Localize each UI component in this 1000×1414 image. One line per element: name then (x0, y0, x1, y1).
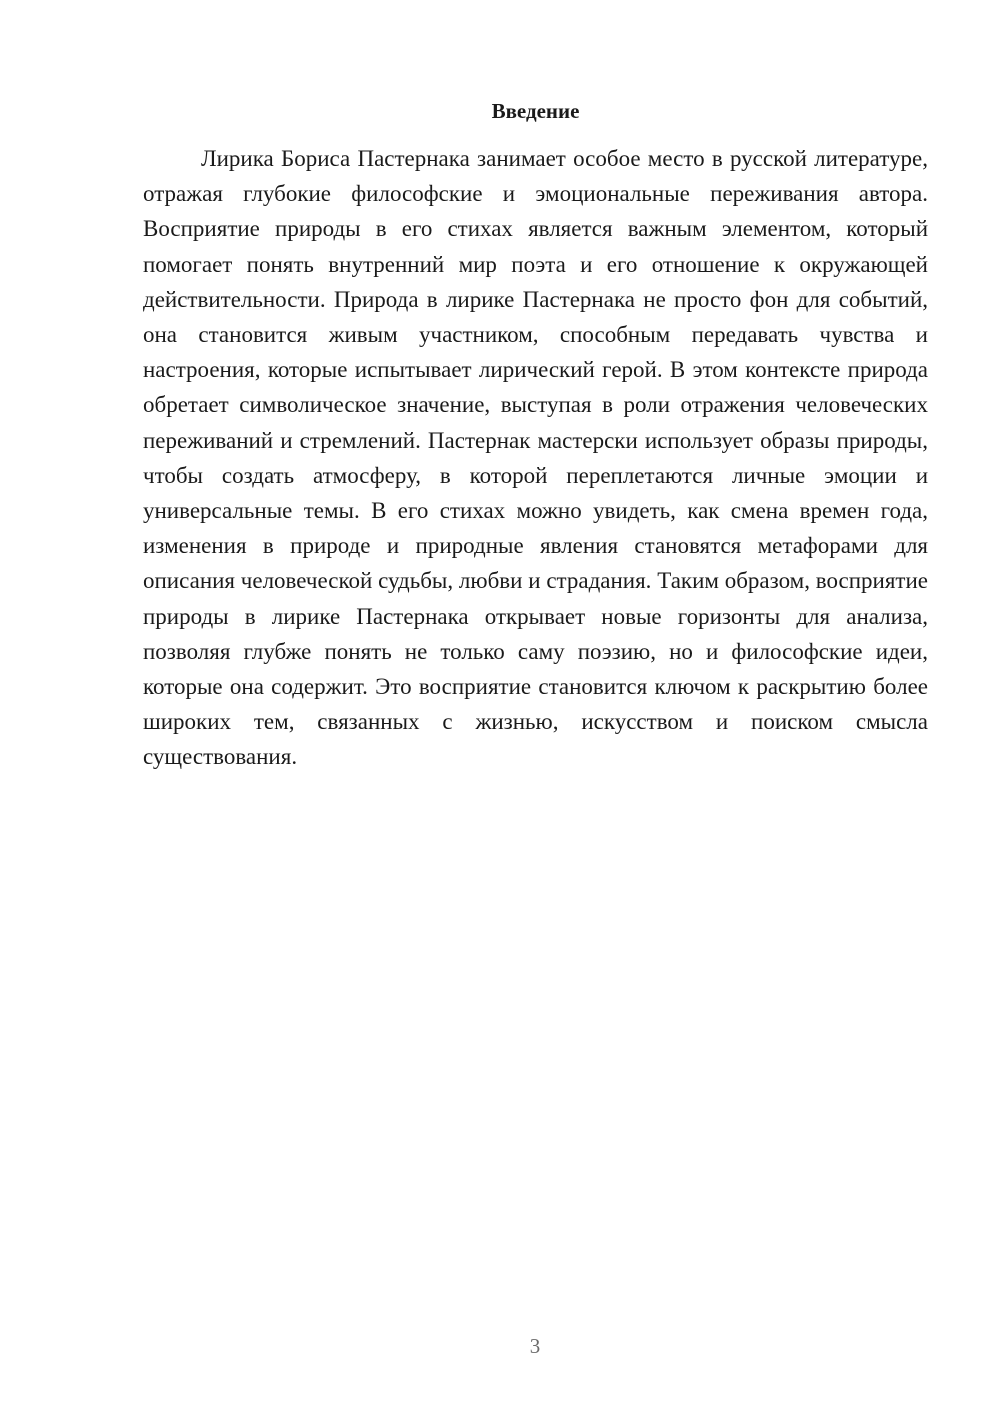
body-paragraph: Лирика Бориса Пастернака занимает особое место в русской литературе, отражая глубокие философские и эмоциональные переживания автора. Восприятие природы в его стихах является важным элементом, который помогает понять внутренний мир поэта и его отношение к окружающей действительности. Природа в лирике Пастернака не просто фон для событий, она становится живым участником, способным передавать чувства и настроения, которые испытывает лирический герой. В этом контексте природа обретает символическое значение, выступая в роли отражения человеческих переживаний и стремлений. Пастернак мастерски использует образы природы, чтобы создать атмосферу, в которой переплетаются личные эмоции и универсальные темы. В его стихах можно увидеть, как смена времен года, изменения в природе и природные явления становятся метафорами для описания человеческой судьбы, любви и страдания. Таким образом, восприятие природы в лирике Пастернака открывает новые горизонты для анализа, позволяя глубже понять не только саму поэзию, но и философские идеи, которые она содержит. Это восприятие становится ключом к раскрытию более широких тем, связанных с жизнью, искусством и поиском смысла существования. (143, 146, 928, 770)
section-heading: Введение (491, 99, 580, 123)
page-number: 3 (529, 1334, 541, 1358)
